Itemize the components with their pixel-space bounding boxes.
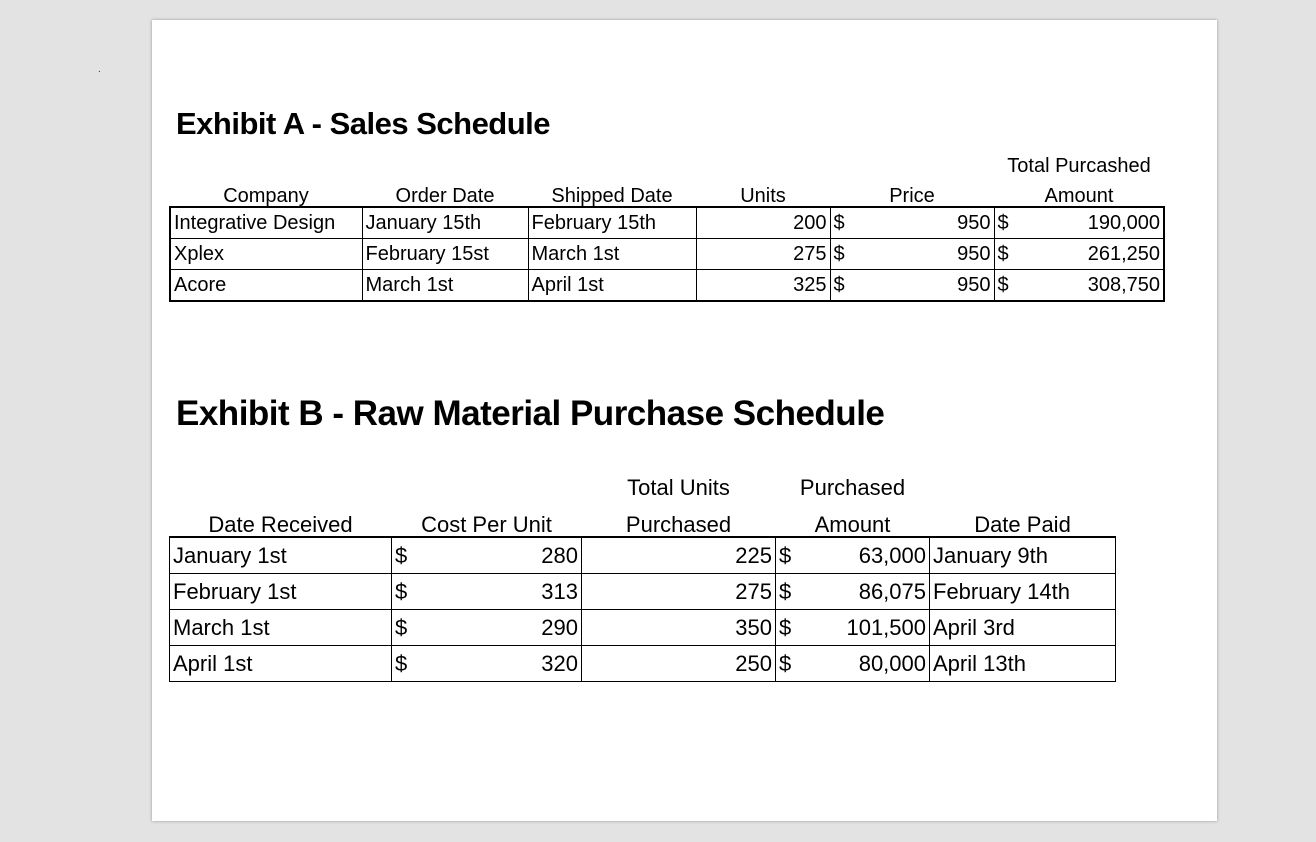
table-row <box>170 646 1116 682</box>
col-header-total-line1: Total Purcashed <box>1007 155 1151 176</box>
date-paid-cell: January 9th <box>930 537 1116 574</box>
header-row-1 <box>170 462 1116 499</box>
cost-cell: 313 <box>422 574 582 610</box>
total-units-cell: 350 <box>582 610 776 646</box>
exhibit-b-title: Exhibit B - Raw Material Purchase Schedule <box>176 394 885 433</box>
sales-schedule-table <box>169 146 1165 302</box>
col-header-cost-per-unit: Cost Per Unit <box>421 512 552 537</box>
company-cell: Xplex <box>170 239 362 270</box>
header-row-1 <box>170 146 1164 176</box>
col-header-purchased-line2: Amount <box>814 512 891 537</box>
shipped-date-cell: March 1st <box>528 239 696 270</box>
total-cell: 308,750 <box>1016 270 1164 302</box>
col-header-order-date: Order Date <box>395 185 495 207</box>
cost-currency: $ <box>392 610 422 646</box>
col-header-date-received: Date Received <box>208 512 353 537</box>
price-currency: $ <box>830 270 858 302</box>
total-currency: $ <box>994 239 1016 270</box>
total-units-cell: 250 <box>582 646 776 682</box>
total-cell: 190,000 <box>1016 207 1164 239</box>
amount-currency: $ <box>776 574 806 610</box>
units-cell: 325 <box>696 270 830 302</box>
cost-currency: $ <box>392 537 422 574</box>
date-paid-cell: February 14th <box>930 574 1116 610</box>
amount-currency: $ <box>776 610 806 646</box>
col-header-units: Units <box>740 185 786 207</box>
exhibit-a-title: Exhibit A - Sales Schedule <box>176 106 551 141</box>
price-cell: 950 <box>858 239 994 270</box>
table-row <box>170 574 1116 610</box>
date-received-cell: March 1st <box>170 610 392 646</box>
col-header-total-line2: Amount <box>1044 185 1114 207</box>
table-row <box>170 207 1164 239</box>
amount-cell: 80,000 <box>806 646 930 682</box>
price-cell: 950 <box>858 270 994 302</box>
shipped-date-cell: April 1st <box>528 270 696 302</box>
order-date-cell: March 1st <box>362 270 528 302</box>
price-currency: $ <box>830 207 858 239</box>
total-currency: $ <box>994 270 1016 302</box>
raw-material-purchase-table <box>169 462 1116 682</box>
cost-currency: $ <box>392 574 422 610</box>
date-received-cell: February 1st <box>170 574 392 610</box>
total-units-cell: 275 <box>582 574 776 610</box>
company-cell: Acore <box>170 270 362 302</box>
date-paid-cell: April 13th <box>930 646 1116 682</box>
table-row <box>170 239 1164 270</box>
col-header-total-units-line2: Purchased <box>625 512 732 537</box>
units-cell: 275 <box>696 239 830 270</box>
table-row <box>170 270 1164 302</box>
order-date-cell: February 15st <box>362 239 528 270</box>
col-header-shipped-date: Shipped Date <box>551 185 673 207</box>
price-currency: $ <box>830 239 858 270</box>
cost-currency: $ <box>392 646 422 682</box>
document-page <box>152 20 1217 821</box>
total-currency: $ <box>994 207 1016 239</box>
date-received-cell: April 1st <box>170 646 392 682</box>
table-row <box>170 537 1116 574</box>
table-row <box>170 610 1116 646</box>
col-header-purchased-line1: Purchased <box>799 475 906 499</box>
stray-dot: . <box>98 64 101 75</box>
amount-currency: $ <box>776 537 806 574</box>
cost-cell: 290 <box>422 610 582 646</box>
amount-cell: 101,500 <box>806 610 930 646</box>
price-cell: 950 <box>858 207 994 239</box>
header-row-2 <box>170 176 1164 207</box>
units-cell: 200 <box>696 207 830 239</box>
col-header-date-paid: Date Paid <box>974 512 1071 537</box>
order-date-cell: January 15th <box>362 207 528 239</box>
amount-currency: $ <box>776 646 806 682</box>
date-paid-cell: April 3rd <box>930 610 1116 646</box>
company-cell: Integrative Design <box>170 207 362 239</box>
shipped-date-cell: February 15th <box>528 207 696 239</box>
date-received-cell: January 1st <box>170 537 392 574</box>
col-header-price: Price <box>889 185 935 207</box>
header-row-2 <box>170 499 1116 537</box>
amount-cell: 86,075 <box>806 574 930 610</box>
col-header-company: Company <box>223 185 309 207</box>
amount-cell: 63,000 <box>806 537 930 574</box>
cost-cell: 320 <box>422 646 582 682</box>
total-cell: 261,250 <box>1016 239 1164 270</box>
col-header-total-units-line1: Total Units <box>627 475 730 499</box>
total-units-cell: 225 <box>582 537 776 574</box>
cost-cell: 280 <box>422 537 582 574</box>
